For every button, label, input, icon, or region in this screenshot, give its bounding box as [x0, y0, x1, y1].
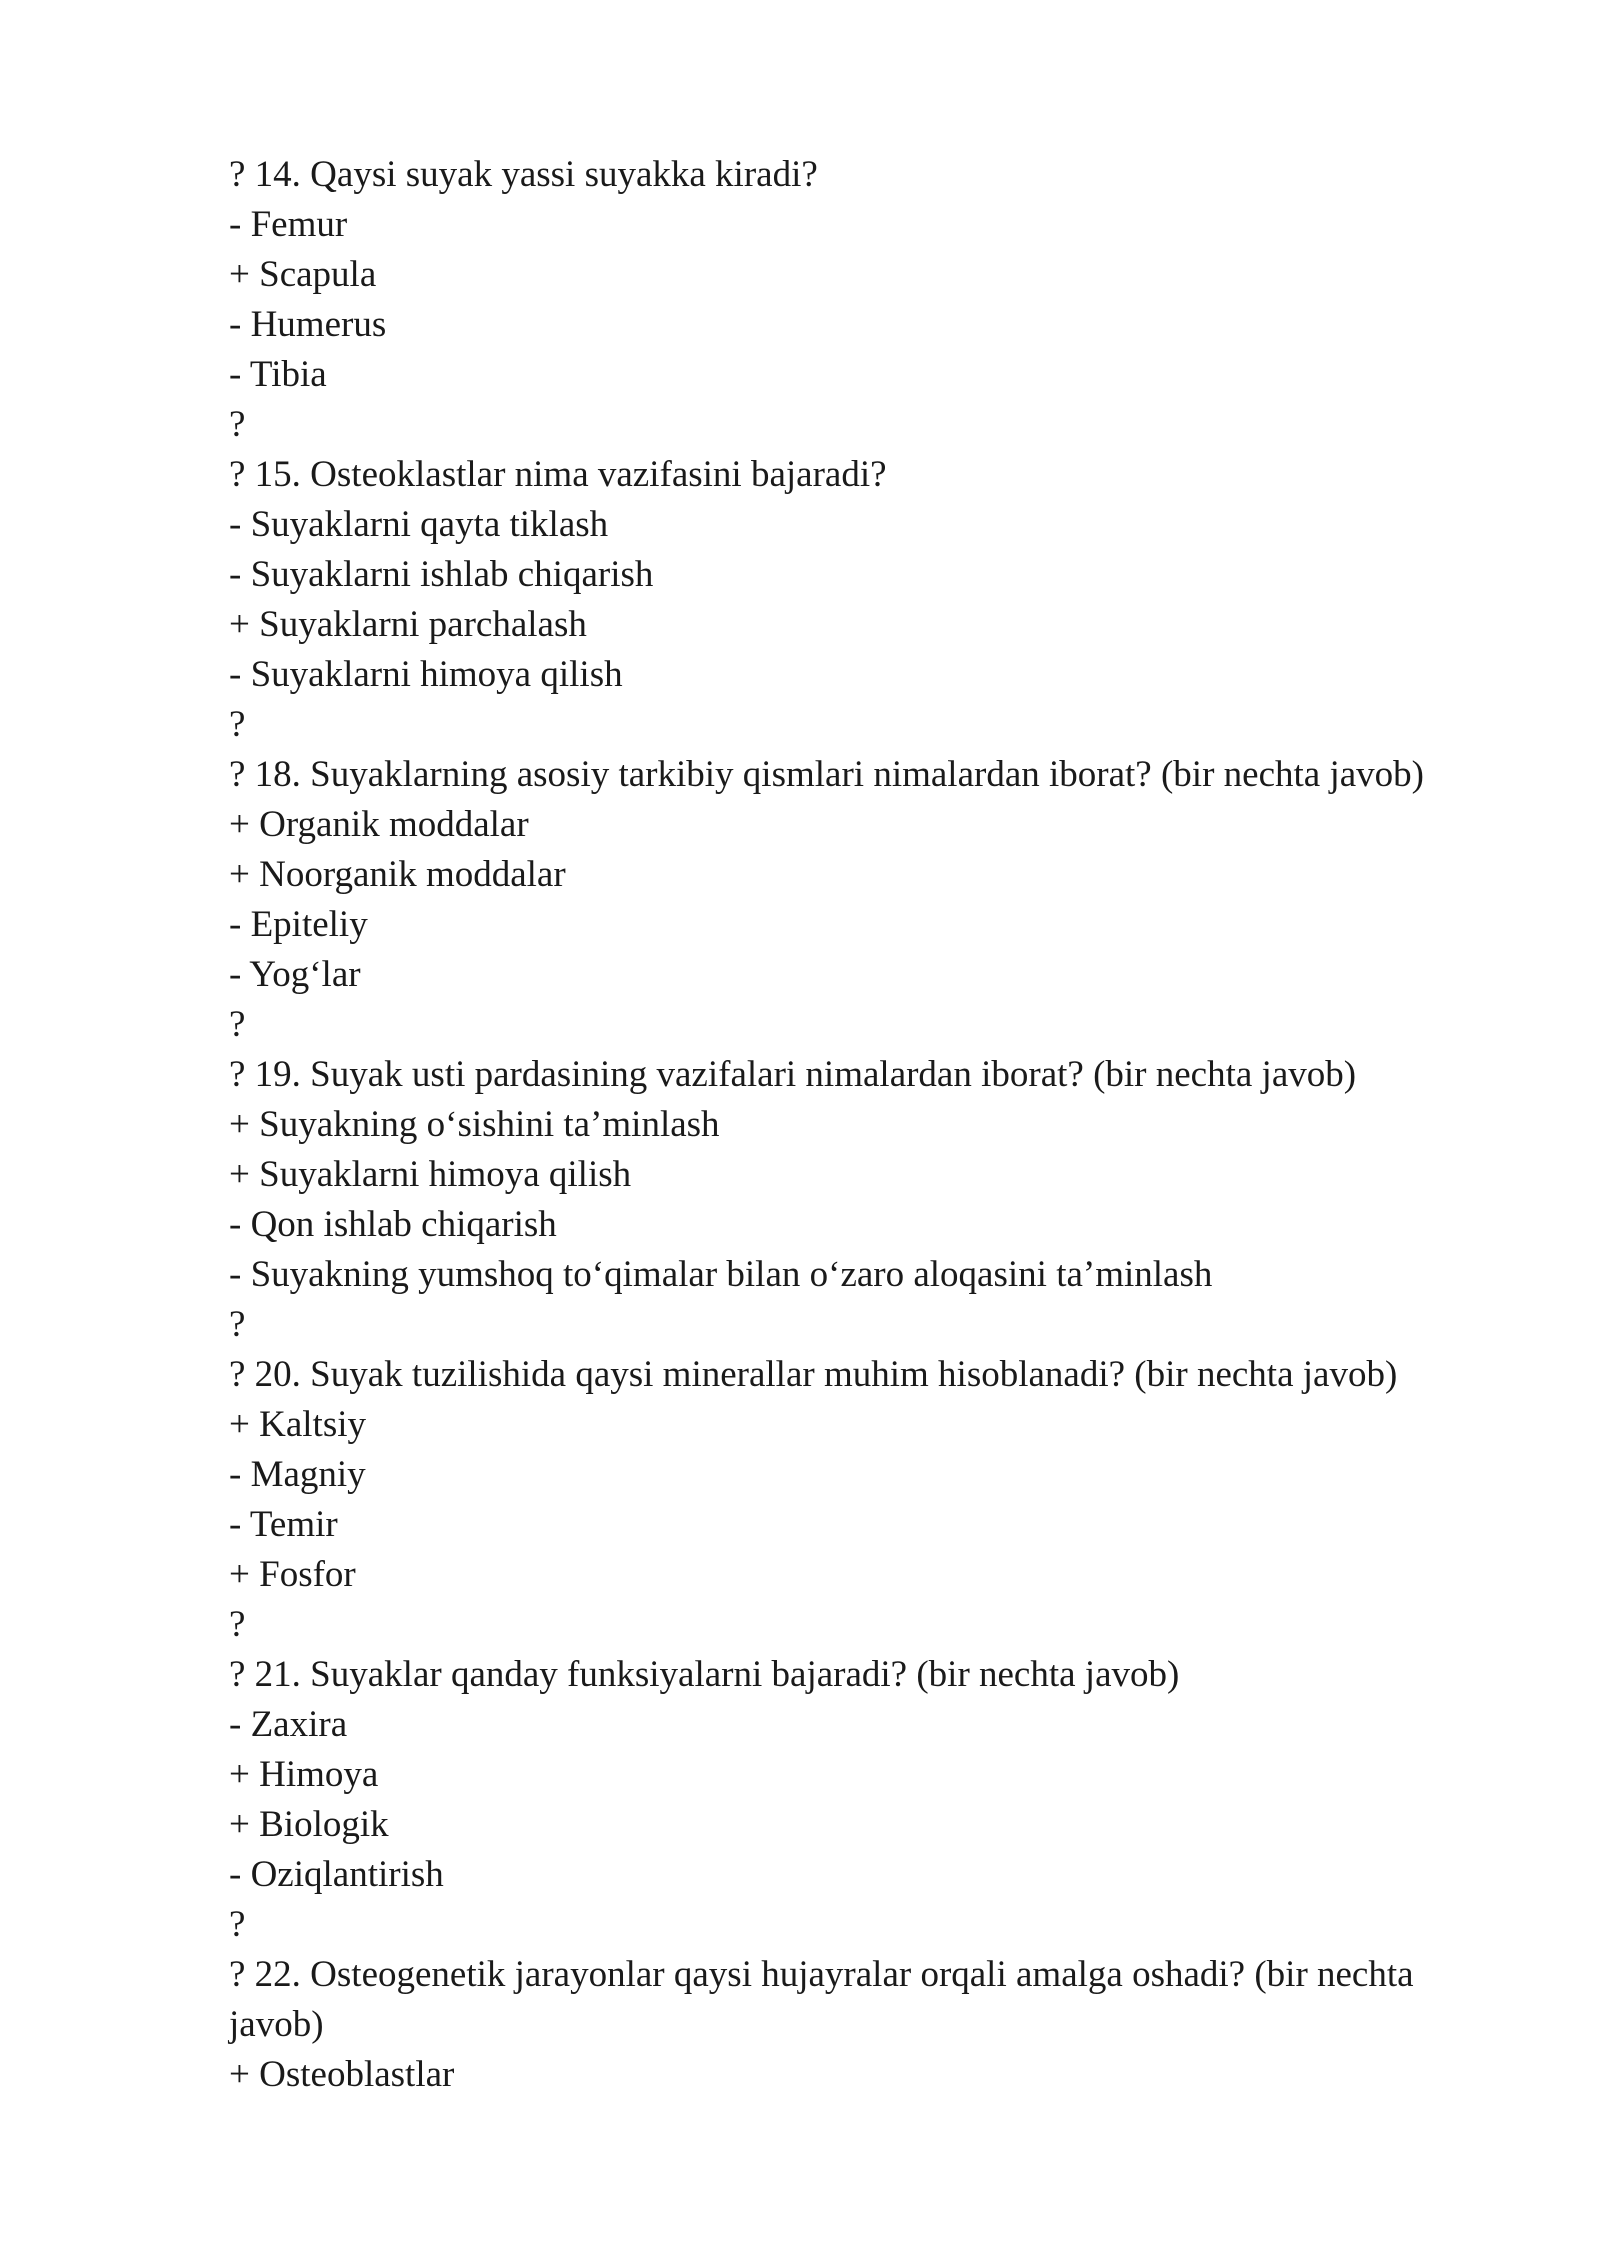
- question-separator: ?: [229, 1604, 246, 1645]
- question-separator: ?: [229, 1304, 246, 1345]
- question-separator: ?: [229, 404, 246, 445]
- answer-option-correct: + Osteoblastlar: [229, 2054, 455, 2095]
- answer-option-wrong: - Epiteliy: [229, 904, 368, 945]
- question-line: ? 19. Suyak usti pardasining vazifalari nimalardan iborat? (bir nechta javob): [229, 1054, 1357, 1095]
- answer-option-correct: + Noorganik moddalar: [229, 854, 566, 895]
- answer-option-correct: + Scapula: [229, 254, 377, 295]
- question-line: ? 14. Qaysi suyak yassi suyakka kiradi?: [229, 154, 818, 195]
- answer-option-wrong: - Suyaklarni qayta tiklash: [229, 504, 609, 545]
- question-line: ? 20. Suyak tuzilishida qaysi minerallar muhim hisoblanadi? (bir nechta javob): [229, 1354, 1398, 1395]
- answer-option-wrong: - Qon ishlab chiqarish: [229, 1204, 557, 1245]
- answer-option-correct: + Fosfor: [229, 1554, 356, 1595]
- answer-option-wrong: - Suyakning yumshoq to‘qimalar bilan o‘zaro aloqasini ta’minlash: [229, 1254, 1213, 1295]
- question-separator: ?: [229, 1004, 246, 1045]
- answer-option-wrong: - Yog‘lar: [229, 954, 361, 995]
- answer-option-wrong: - Temir: [229, 1504, 338, 1545]
- answer-option-wrong: - Oziqlantirish: [229, 1854, 444, 1895]
- question-separator: ?: [229, 1904, 246, 1945]
- answer-option-wrong: - Femur: [229, 204, 348, 245]
- answer-option-correct: + Organik moddalar: [229, 804, 529, 845]
- answer-option-correct: + Biologik: [229, 1804, 389, 1845]
- answer-option-correct: + Suyaklarni himoya qilish: [229, 1154, 632, 1195]
- question-line: ? 22. Osteogenetik jarayonlar qaysi hujayralar orqali amalga oshadi? (bir nechta: [229, 1954, 1414, 1995]
- question-line-continuation: javob): [229, 2004, 324, 2045]
- question-line: ? 15. Osteoklastlar nima vazifasini bajaradi?: [229, 454, 887, 495]
- answer-option-wrong: - Humerus: [229, 304, 387, 345]
- answer-option-wrong: - Magniy: [229, 1454, 366, 1495]
- answer-option-correct: + Himoya: [229, 1754, 379, 1795]
- document-page: [229, 150, 1489, 2100]
- answer-option-wrong: - Zaxira: [229, 1704, 348, 1745]
- answer-option-correct: + Kaltsiy: [229, 1404, 366, 1445]
- question-line: ? 18. Suyaklarning asosiy tarkibiy qismlari nimalardan iborat? (bir nechta javob): [229, 754, 1424, 795]
- question-separator: ?: [229, 704, 246, 745]
- answer-option-wrong: - Suyaklarni ishlab chiqarish: [229, 554, 654, 595]
- answer-option-correct: + Suyaklarni parchalash: [229, 604, 587, 645]
- answer-option-wrong: - Tibia: [229, 354, 327, 395]
- answer-option-wrong: - Suyaklarni himoya qilish: [229, 654, 623, 695]
- question-line: ? 21. Suyaklar qanday funksiyalarni bajaradi? (bir nechta javob): [229, 1654, 1180, 1695]
- answer-option-correct: + Suyakning o‘sishini ta’minlash: [229, 1104, 720, 1145]
